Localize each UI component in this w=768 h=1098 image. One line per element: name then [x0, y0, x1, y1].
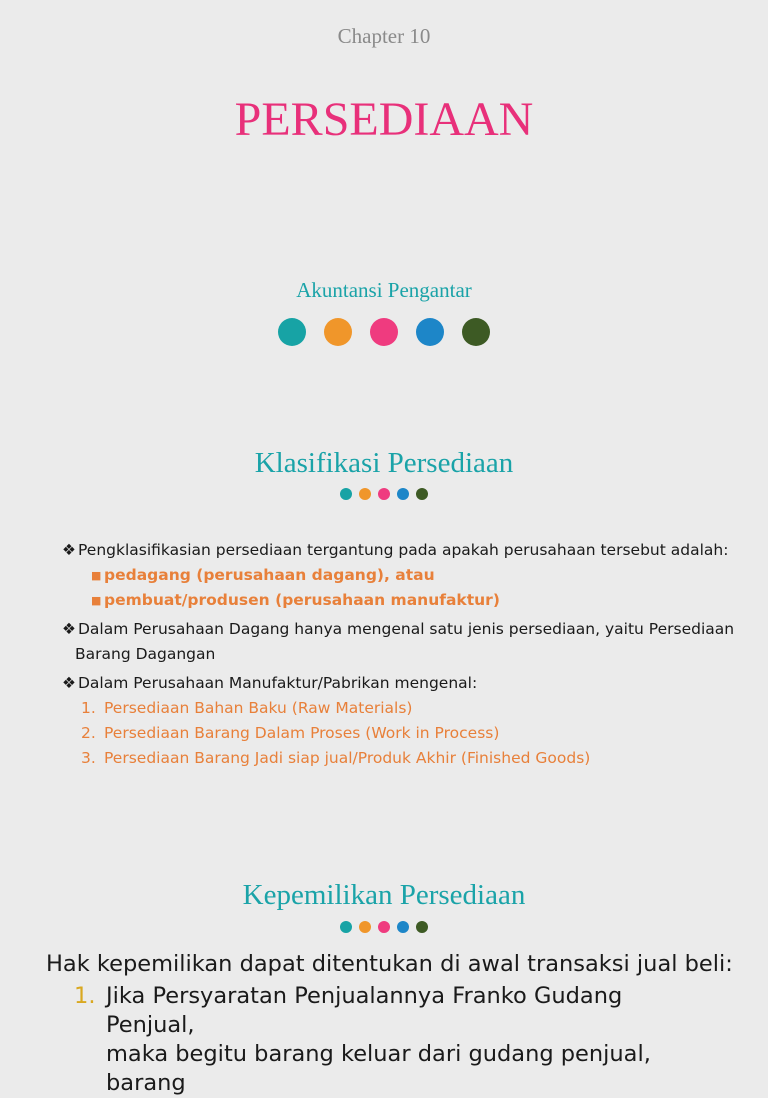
numbered-item: 1. Jika Persyaratan Penjualannya Franko Gudang Penjual, maka begitu barang keluar dari gudang penjual, barang: [74, 983, 651, 1096]
dot-blue: [397, 488, 409, 500]
decorative-dots-large: [0, 318, 768, 346]
dot-teal: [340, 921, 352, 933]
diamond-bullet-icon: ❖: [62, 674, 76, 692]
dot-teal: [278, 318, 306, 346]
square-bullet-icon: ■: [91, 594, 102, 607]
kepemilikan-intro: Hak kepemilikan dapat ditentukan di awal transaksi jual beli:: [46, 951, 733, 977]
bullet-item: ❖ Dalam Perusahaan Dagang hanya mengenal satu jenis persediaan, yaitu Persediaan: [62, 617, 742, 642]
subtitle: Akuntansi Pengantar: [296, 278, 472, 302]
dot-green: [462, 318, 490, 346]
section-title-klasifikasi: Klasifikasi Persediaan: [254, 447, 514, 479]
dot-pink: [378, 921, 390, 933]
dot-orange: [324, 318, 352, 346]
dot-pink: [370, 318, 398, 346]
section-title-kepemilikan: Kepemilikan Persediaan: [242, 879, 526, 911]
sub-item: ■ pedagang (perusahaan dagang), atau: [62, 563, 742, 588]
bullet-item: ❖ Dalam Perusahaan Manufaktur/Pabrikan mengenal:: [62, 671, 742, 696]
bullet-continuation: Barang Dagangan: [75, 645, 216, 663]
dot-blue: [397, 921, 409, 933]
diamond-bullet-icon: ❖: [62, 541, 76, 559]
dot-green: [416, 921, 428, 933]
klasifikasi-content: [62, 538, 742, 771]
dot-orange: [359, 488, 371, 500]
square-bullet-icon: ■: [91, 569, 102, 582]
dot-green: [416, 488, 428, 500]
page-title: PERSEDIAAN: [234, 93, 534, 146]
dot-teal: [340, 488, 352, 500]
numbered-item: 1. Persediaan Bahan Baku (Raw Materials): [81, 699, 413, 717]
bullet-item: ❖ Pengklasifikasian persediaan tergantung pada apakah perusahaan tersebut adalah:: [62, 538, 742, 563]
dot-blue: [416, 318, 444, 346]
decorative-dots-small: [0, 921, 768, 933]
numbered-item: 2. Persediaan Barang Dalam Proses (Work in Process): [81, 724, 500, 742]
decorative-dots-small: [0, 488, 768, 500]
dot-orange: [359, 921, 371, 933]
diamond-bullet-icon: ❖: [62, 620, 76, 638]
numbered-item: 3. Persediaan Barang Jadi siap jual/Produk Akhir (Finished Goods): [81, 749, 591, 767]
chapter-label: Chapter 10: [337, 24, 431, 48]
dot-pink: [378, 488, 390, 500]
kepemilikan-list: [74, 982, 714, 1098]
sub-item: ■ pembuat/produsen (perusahaan manufaktur): [62, 588, 742, 613]
